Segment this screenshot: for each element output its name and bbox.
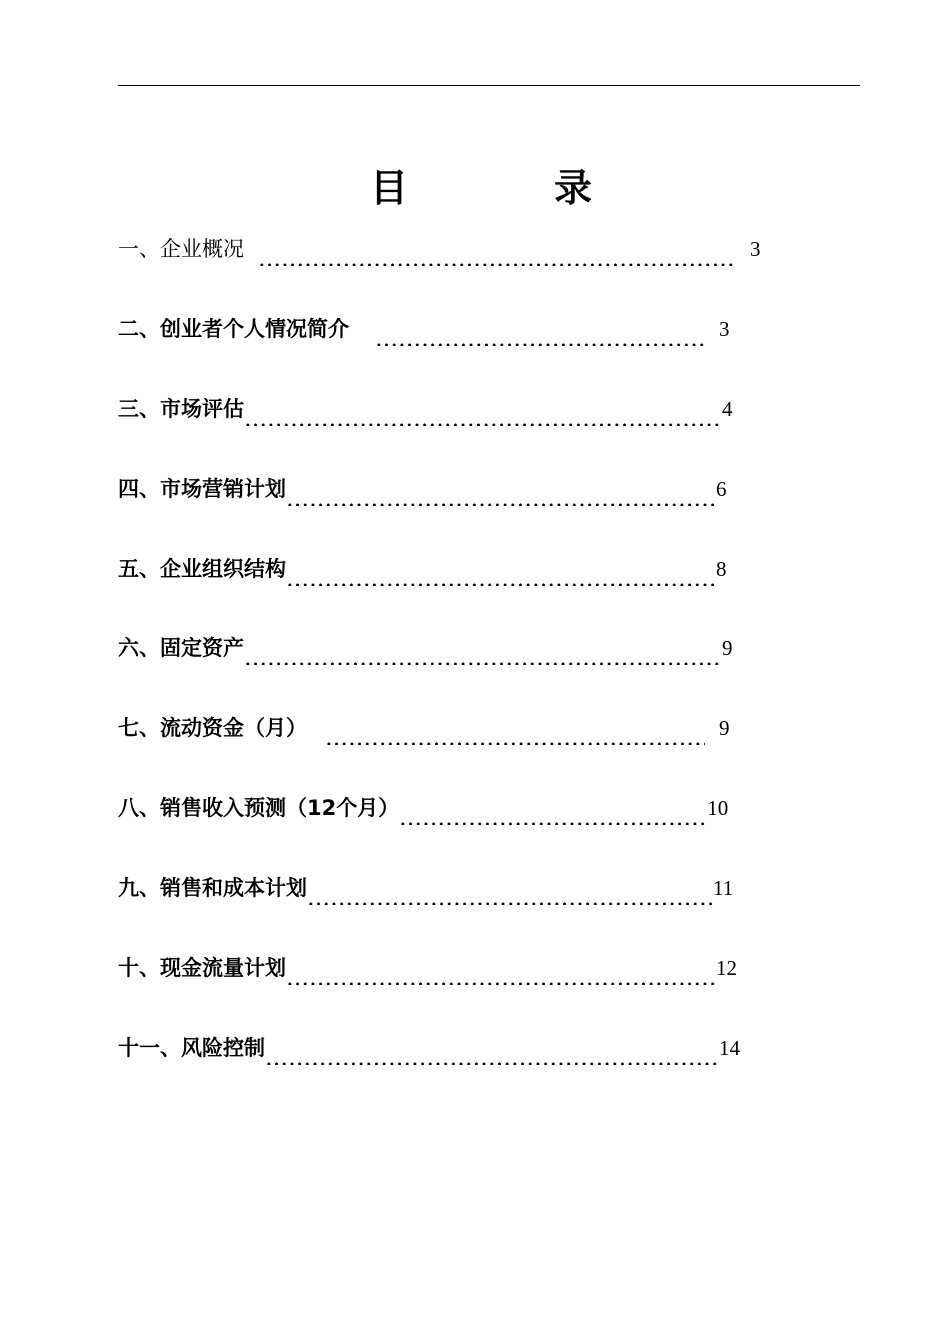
toc-dot-leader [265,1031,719,1065]
toc-entry-11[interactable] [118,1031,740,1065]
toc-entry-page: 8 [716,557,727,581]
toc-dot-leader [244,392,722,426]
header-rule [118,85,860,86]
toc-entry-page: 10 [707,796,729,820]
toc-entry-label: 七、流动资金（月） [118,716,307,740]
toc-entry-8[interactable] [118,791,728,825]
toc-entry-page: 6 [716,477,727,501]
toc-entry-6[interactable] [118,631,733,665]
toc-entry-page: 3 [719,317,730,341]
toc-entry-label: 三、市场评估 [118,397,244,421]
toc-dot-leader [286,552,716,586]
page-title-char-2: 录 [554,166,593,210]
toc-entry-3[interactable] [118,392,733,426]
toc-entry-label: 十一、风险控制 [118,1036,265,1060]
toc-entry-label: 一、企业概况 [118,237,244,261]
toc-entry-page: 4 [722,397,733,421]
toc-entry-9[interactable] [118,871,733,905]
toc-entry-label: 四、市场营销计划 [118,477,286,501]
page-title [0,160,950,216]
toc-entry-10[interactable] [118,951,737,985]
toc-entry-page: 9 [722,636,733,660]
toc-entry-4[interactable] [118,472,727,506]
toc-entry-page: 14 [719,1036,740,1060]
toc-dot-leader [375,312,705,346]
toc-entry-2[interactable] [118,312,730,346]
toc-entry-label: 九、销售和成本计划 [118,876,307,900]
toc-dot-leader [307,871,713,905]
toc-dot-leader [399,791,707,825]
toc-entry-label: 十、现金流量计划 [118,956,286,980]
toc-entry-page: 12 [716,956,737,980]
toc-entry-label: 五、企业组织结构 [118,557,286,581]
toc-entry-label: 二、创业者个人情况简介 [118,317,349,341]
toc-entry-7[interactable] [118,711,730,745]
toc-entry-1[interactable] [118,232,761,266]
toc-dot-leader [286,472,716,506]
toc-entry-label: 八、销售收入预测（12个月） [118,796,400,820]
toc-dot-leader [325,711,705,745]
toc-entry-page: 3 [750,237,761,261]
toc-entry-page: 9 [719,716,730,740]
toc-entry-label: 六、固定资产 [118,636,244,660]
toc-dot-leader [286,951,716,985]
toc-entry-page: 11 [713,876,734,900]
page-title-char-1: 目 [370,166,409,210]
toc-dot-leader [244,631,722,665]
toc-dot-leader [258,232,736,266]
toc-entry-5[interactable] [118,552,727,586]
